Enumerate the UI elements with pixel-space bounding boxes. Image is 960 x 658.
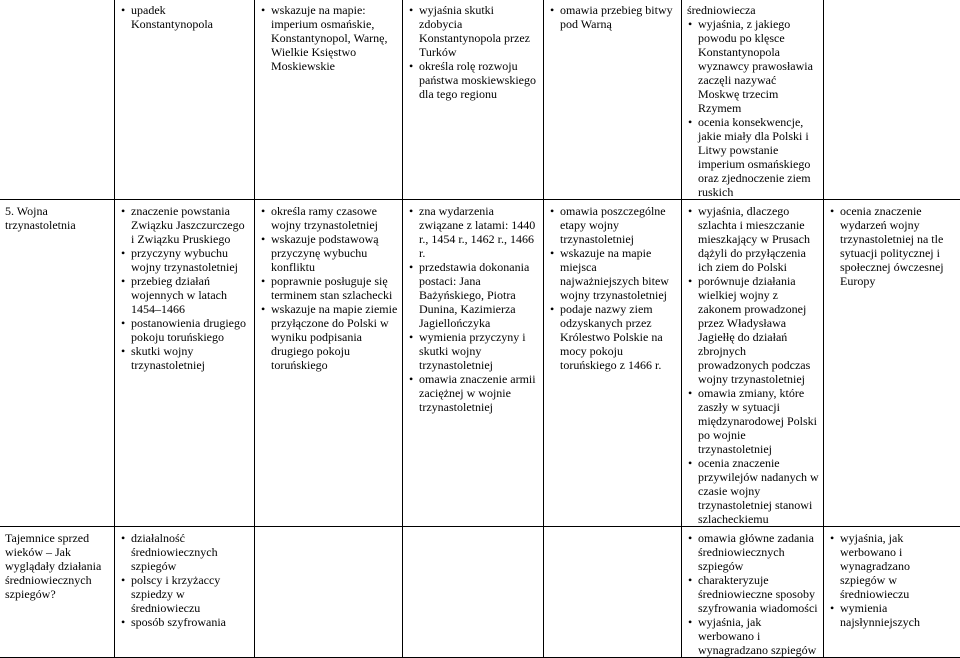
bullet-item: • przebieg działań wojennych w latach 1454–1466 <box>120 274 250 316</box>
bullet-item: • charakteryzuje średniowieczne sposoby szyfrowania wiadomości <box>687 573 819 615</box>
bullet-list <box>408 3 539 101</box>
bullet-item: • wskazuje na mapie ziemie przyłączone do Polski w wyniku podpisania drugiego pokoju toruńskiego <box>260 302 398 372</box>
bullet-item: • wskazuje na mapie: imperium osmańskie, Konstantynopol, Warnę, Wielkie Księstwo Moskiewskie <box>260 3 398 73</box>
table-cell <box>544 0 682 200</box>
bullet-list <box>829 531 956 629</box>
bullet-item: • omawia znaczenie armii zaciężnej w wojnie trzynastoletniej <box>408 372 539 414</box>
bullet-list <box>260 3 398 73</box>
bullet-item: • znaczenie powstania Związku Jaszczurczego i Związku Pruskiego <box>120 204 250 246</box>
bullet-item: • ocenia konsekwencje, jakie miały dla Polski i Litwy powstanie imperium osmańskiego oraz zjednoczenie ziem ruskich <box>687 115 819 199</box>
bullet-item: • poprawnie posługuje się terminem stan szlachecki <box>260 274 398 302</box>
table-cell <box>255 200 403 527</box>
bullet-item: • wymienia najsłynniejszych <box>829 601 956 629</box>
bullet-item: • przedstawia dokonania postaci: Jana Bażyńskiego, Piotra Dunina, Kazimierza Jagiellończyka <box>408 260 539 330</box>
bullet-item: • wyjaśnia, jak werbowano i wynagradzano szpiegów w średniowieczu <box>829 531 956 601</box>
table-row <box>0 200 960 527</box>
bullet-list <box>549 3 677 31</box>
bullet-item: • podaje nazwy ziem odzyskanych przez Królestwo Polskie na mocy pokoju toruńskiego z 1466 r. <box>549 302 677 372</box>
table-cell <box>115 0 255 200</box>
table-cell <box>824 200 960 527</box>
table-cell <box>824 527 960 658</box>
bullet-list <box>549 204 677 372</box>
bullet-item: • omawia przebieg bitwy pod Warną <box>549 3 677 31</box>
bullet-item: • wskazuje na mapie miejsca najważniejszych bitew wojny trzynastoletniej <box>549 246 677 302</box>
table-cell <box>403 200 544 527</box>
bullet-item: • upadek Konstantynopola <box>120 3 250 31</box>
table-cell <box>403 527 544 658</box>
bullet-item: • zna wydarzenia związane z latami: 1440 r., 1454 r., 1462 r., 1466 r. <box>408 204 539 260</box>
bullet-item: • wskazuje podstawową przyczynę wybuchu konfliktu <box>260 232 398 274</box>
table-row <box>0 0 960 200</box>
table-cell <box>0 0 115 200</box>
bullet-item: • postanowienia drugiego pokoju toruńskiego <box>120 316 250 344</box>
bullet-item: • wyjaśnia, jak werbowano i wynagradzano szpiegów <box>687 615 819 657</box>
bullet-list <box>260 204 398 372</box>
bullet-item: • sposób szyfrowania <box>120 615 250 629</box>
bullet-list <box>687 204 819 526</box>
bullet-item: • skutki wojny trzynastoletniej <box>120 344 250 372</box>
table-cell <box>0 200 115 527</box>
bullet-item: • określa ramy czasowe wojny trzynastoletniej <box>260 204 398 232</box>
cell-text: 5. Wojna trzynastoletnia <box>5 204 110 232</box>
table-cell <box>824 0 960 200</box>
bullet-item: • polscy i krzyżaccy szpiedzy w średniowieczu <box>120 573 250 615</box>
bullet-list <box>120 204 250 372</box>
table-cell <box>115 200 255 527</box>
bullet-item: • wymienia przyczyny i skutki wojny trzynastoletniej <box>408 330 539 372</box>
bullet-list <box>408 204 539 414</box>
bullet-list <box>687 531 819 657</box>
bullet-item: • omawia zmiany, które zaszły w sytuacji międzynarodowej Polski po wojnie trzynastoletniej <box>687 386 819 456</box>
bullet-list <box>687 17 819 199</box>
bullet-item: • porównuje działania wielkiej wojny z zakonem prowadzonej przez Władysława Jagiełłę do działań zbrojnych prowadzonych podczas wojny trzynastoletniej <box>687 274 819 386</box>
bullet-item: • ocenia znaczenie przywilejów nadanych w czasie wojny trzynastoletniej stanowi szlacheckiemu <box>687 456 819 526</box>
bullet-item: • działalność średniowiecznych szpiegów <box>120 531 250 573</box>
table-cell <box>682 200 824 527</box>
table-cell <box>403 0 544 200</box>
bullet-list <box>829 204 956 288</box>
cell-text: średniowiecza <box>687 3 819 17</box>
bullet-item: • omawia główne zadania średniowiecznych szpiegów <box>687 531 819 573</box>
bullet-item: • wyjaśnia, dlaczego szlachta i mieszczanie mieszkający w Prusach dążyli do przyłączenia ich ziem do Polski <box>687 204 819 274</box>
bullet-list <box>120 3 250 31</box>
table-cell <box>682 527 824 658</box>
table-cell <box>544 527 682 658</box>
table-cell <box>682 0 824 200</box>
bullet-item: • określa rolę rozwoju państwa moskiewskiego dla tego regionu <box>408 59 539 101</box>
bullet-list <box>120 531 250 629</box>
table-cell <box>0 527 115 658</box>
table-row <box>0 527 960 658</box>
bullet-item: • omawia poszczególne etapy wojny trzynastoletniej <box>549 204 677 246</box>
table-cell <box>544 200 682 527</box>
bullet-item: • wyjaśnia, z jakiego powodu po klęsce Konstantynopola wyznawcy prawosławia zaczęli nazywać Moskwę trzecim Rzymem <box>687 17 819 115</box>
table-cell <box>255 527 403 658</box>
bullet-item: • przyczyny wybuchu wojny trzynastoletniej <box>120 246 250 274</box>
cell-text: Tajemnice sprzed wieków – Jak wyglądały działania średniowiecznych szpiegów? <box>5 531 110 601</box>
bullet-item: • ocenia znaczenie wydarzeń wojny trzynastoletniej na tle sytuacji politycznej i społecznej ówczesnej Europy <box>829 204 956 288</box>
bullet-item: • wyjaśnia skutki zdobycia Konstantynopola przez Turków <box>408 3 539 59</box>
table-cell <box>115 527 255 658</box>
table-cell <box>255 0 403 200</box>
